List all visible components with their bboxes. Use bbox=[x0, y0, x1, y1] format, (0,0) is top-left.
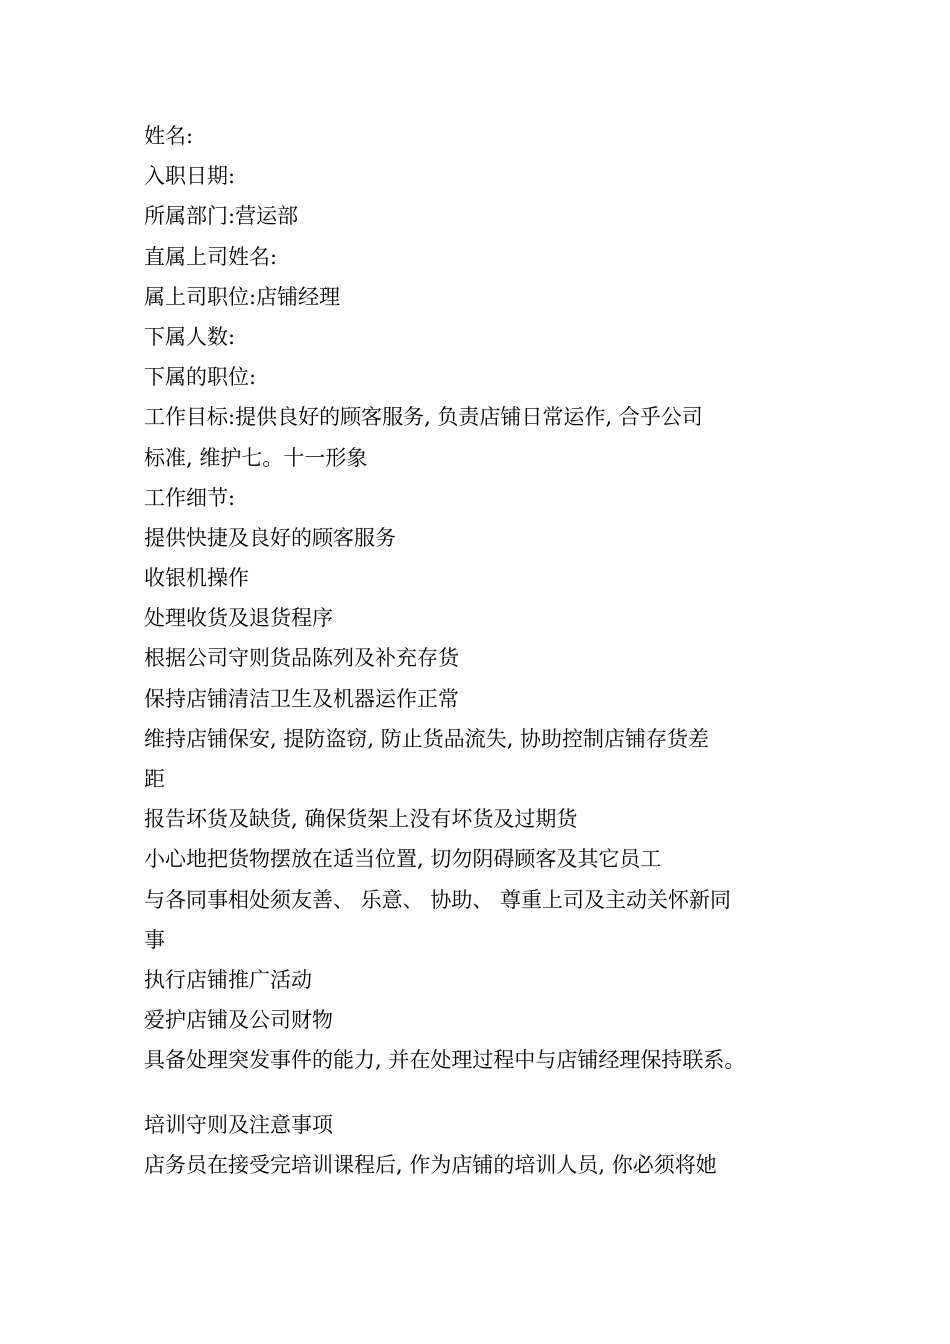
field-name: 姓名: bbox=[144, 124, 194, 148]
detail-item: 具备处理突发事件的能力, 并在处理过程中与店铺经理保持联系。 bbox=[144, 1048, 746, 1073]
objective-line-1: 工作目标:提供良好的顾客服务, 负责店铺日常运作, 合乎公司 bbox=[144, 405, 703, 430]
training-line-1: 店务员在接受完培训课程后, 作为店铺的培训人员, 你必须将她 bbox=[144, 1152, 717, 1177]
field-supervisor-name: 直属上司姓名: bbox=[144, 244, 278, 269]
objective-line-2: 标准, 维护七。十一形象 bbox=[144, 445, 368, 470]
section-spacer bbox=[144, 1081, 808, 1105]
field-subordinate-count: 下属人数: bbox=[144, 324, 236, 349]
detail-item: 小心地把货物摆放在适当位置, 切勿阴碍顾客及其它员工 bbox=[144, 847, 662, 872]
security-line-2: 距 bbox=[144, 767, 165, 791]
colleague-line-2: 事 bbox=[144, 927, 165, 952]
detail-item: 收银机操作 bbox=[144, 566, 249, 591]
field-supervisor-position: 属上司职位:店铺经理 bbox=[144, 284, 341, 309]
details-heading: 工作细节: bbox=[144, 485, 236, 510]
detail-item: 执行店铺推广活动 bbox=[144, 967, 312, 992]
field-department: 所属部门:营运部 bbox=[144, 204, 299, 229]
security-line-1: 维持店铺保安, 提防盗窃, 防止货品流失, 协助控制店铺存货差 bbox=[144, 726, 710, 751]
training-heading: 培训守则及注意事项 bbox=[144, 1112, 333, 1137]
detail-item: 保持店铺清洁卫生及机器运作正常 bbox=[144, 686, 459, 711]
document-body bbox=[144, 116, 808, 1185]
detail-item: 爱护店铺及公司财物 bbox=[144, 1008, 333, 1033]
colleague-line-1: 与各同事相处须友善、 乐意、 协助、 尊重上司及主动关怀新同 bbox=[144, 887, 732, 912]
field-subordinate-position: 下属的职位: bbox=[144, 365, 257, 390]
detail-item: 处理收货及退货程序 bbox=[144, 606, 333, 631]
detail-item: 提供快捷及良好的顾客服务 bbox=[144, 525, 396, 550]
detail-item: 根据公司守则货品陈列及补充存货 bbox=[144, 646, 459, 671]
detail-item: 报告坏货及缺货, 确保货架上没有坏货及过期货 bbox=[144, 807, 578, 832]
field-hire-date: 入职日期: bbox=[144, 164, 236, 189]
